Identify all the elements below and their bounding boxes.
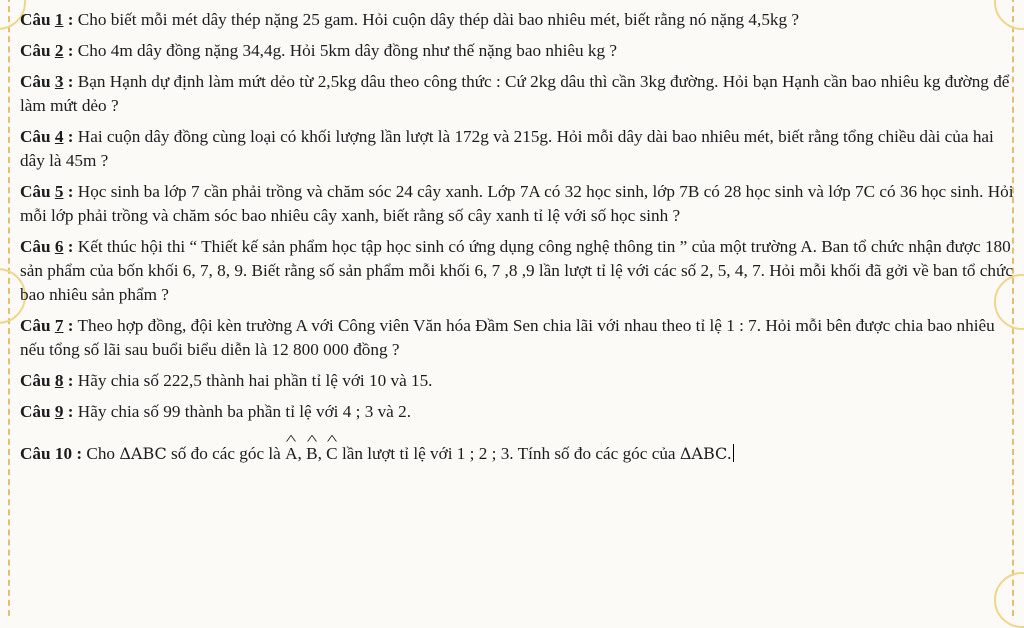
question-text: Cho biết mỗi mét dây thép nặng 25 gam. Hỏi cuộn dây thép dài bao nhiêu mét, biết rằng nó nặng 4,5kg ? <box>73 10 800 29</box>
question-label: Câu 9 : <box>20 402 74 421</box>
question-6 <box>20 235 1016 307</box>
question-2 <box>20 39 1016 63</box>
question-5 <box>20 180 1016 228</box>
question-7 <box>20 314 1016 362</box>
question-text: Kết thúc hội thi “ Thiết kế sản phẩm học tập học sinh có ứng dụng công nghệ thông tin ” của một trường A. Ban tổ chức nhận được 180 sản phẩm của bốn khối 6, 7, 8, 9. Biết rằng số sản phẩm mỗi khối 6, 7 ,8 ,9 lần lượt tỉ lệ với các số 2, 5, 4, 7. Hỏi mỗi khối đã gởi về ban tổ chức bao nhiêu sản phẩm ? <box>20 237 1013 304</box>
question-4 <box>20 125 1016 173</box>
text-cursor <box>733 444 734 462</box>
angle-a: ^ A <box>285 438 297 466</box>
question-label: Câu 1 : <box>20 10 74 29</box>
question-text: Học sinh ba lớp 7 cần phải trồng và chăm sóc 24 cây xanh. Lớp 7A có 32 học sinh, lớp 7B có 28 học sinh và lớp 7C có 36 học sinh. Hỏi mỗi lớp phải trồng và chăm sóc bao nhiêu cây xanh, biết rằng số cây xanh tỉ lệ với số học sinh ? <box>20 182 1014 225</box>
question-label: Câu 8 : <box>20 371 74 390</box>
angle-b: ^ B <box>306 438 317 466</box>
question-text: Theo hợp đồng, đội kèn trường A với Công viên Văn hóa Đầm Sen chia lãi với nhau theo tỉ lệ 1 : 7. Hỏi mỗi bên được chia bao nhiêu nếu tổng số lãi sau buổi biểu diễn là 12 800 000 đồng ? <box>20 316 995 359</box>
angle-c: ^ C <box>326 438 337 466</box>
question-label: Câu 4 : <box>20 127 74 146</box>
question-text: Bạn Hạnh dự định làm mứt dẻo từ 2,5kg dâu theo công thức : Cứ 2kg dâu thì cần 3kg đường. Hỏi bạn Hạnh cần bao nhiêu kg đường để làm mứt dẻo ? <box>20 72 1010 115</box>
question-label: Câu 10 : <box>20 444 83 463</box>
question-label: Câu 6 : <box>20 237 74 256</box>
question-text: Hãy chia số 99 thành ba phần tỉ lệ với 4 ; 3 và 2. <box>73 402 411 421</box>
triangle-abc: ΔABC. <box>679 444 732 463</box>
question-label: Câu 7 : <box>20 316 74 335</box>
question-9 <box>20 400 1016 424</box>
question-label: Câu 3 : <box>20 72 74 91</box>
question-text: Hai cuộn dây đồng cùng loại có khối lượng lần lượt là 172g và 215g. Hỏi mỗi dây dài bao nhiêu mét, biết rằng tổng chiều dài của hai dây là 45m ? <box>20 127 994 170</box>
question-label: Câu 5 : <box>20 182 74 201</box>
question-text: Hãy chia số 222,5 thành hai phần tỉ lệ với 10 và 15. <box>73 371 433 390</box>
question-10: Câu 10 : Cho ΔABC số đo các góc là ^ A, ^ B, ^ C lần lượt tỉ lệ với 1 ; 2 ; 3. Tính số đo các góc của ΔABC. <box>20 438 1016 466</box>
question-1 <box>20 8 1016 32</box>
question-label: Câu 2 : <box>20 41 74 60</box>
triangle-abc: ΔABC <box>119 444 167 463</box>
question-text: Cho 4m dây đồng nặng 34,4g. Hỏi 5km dây đồng như thế nặng bao nhiêu kg ? <box>73 41 617 60</box>
exercise-list <box>20 8 1016 466</box>
question-8 <box>20 369 1016 393</box>
question-3 <box>20 70 1016 118</box>
